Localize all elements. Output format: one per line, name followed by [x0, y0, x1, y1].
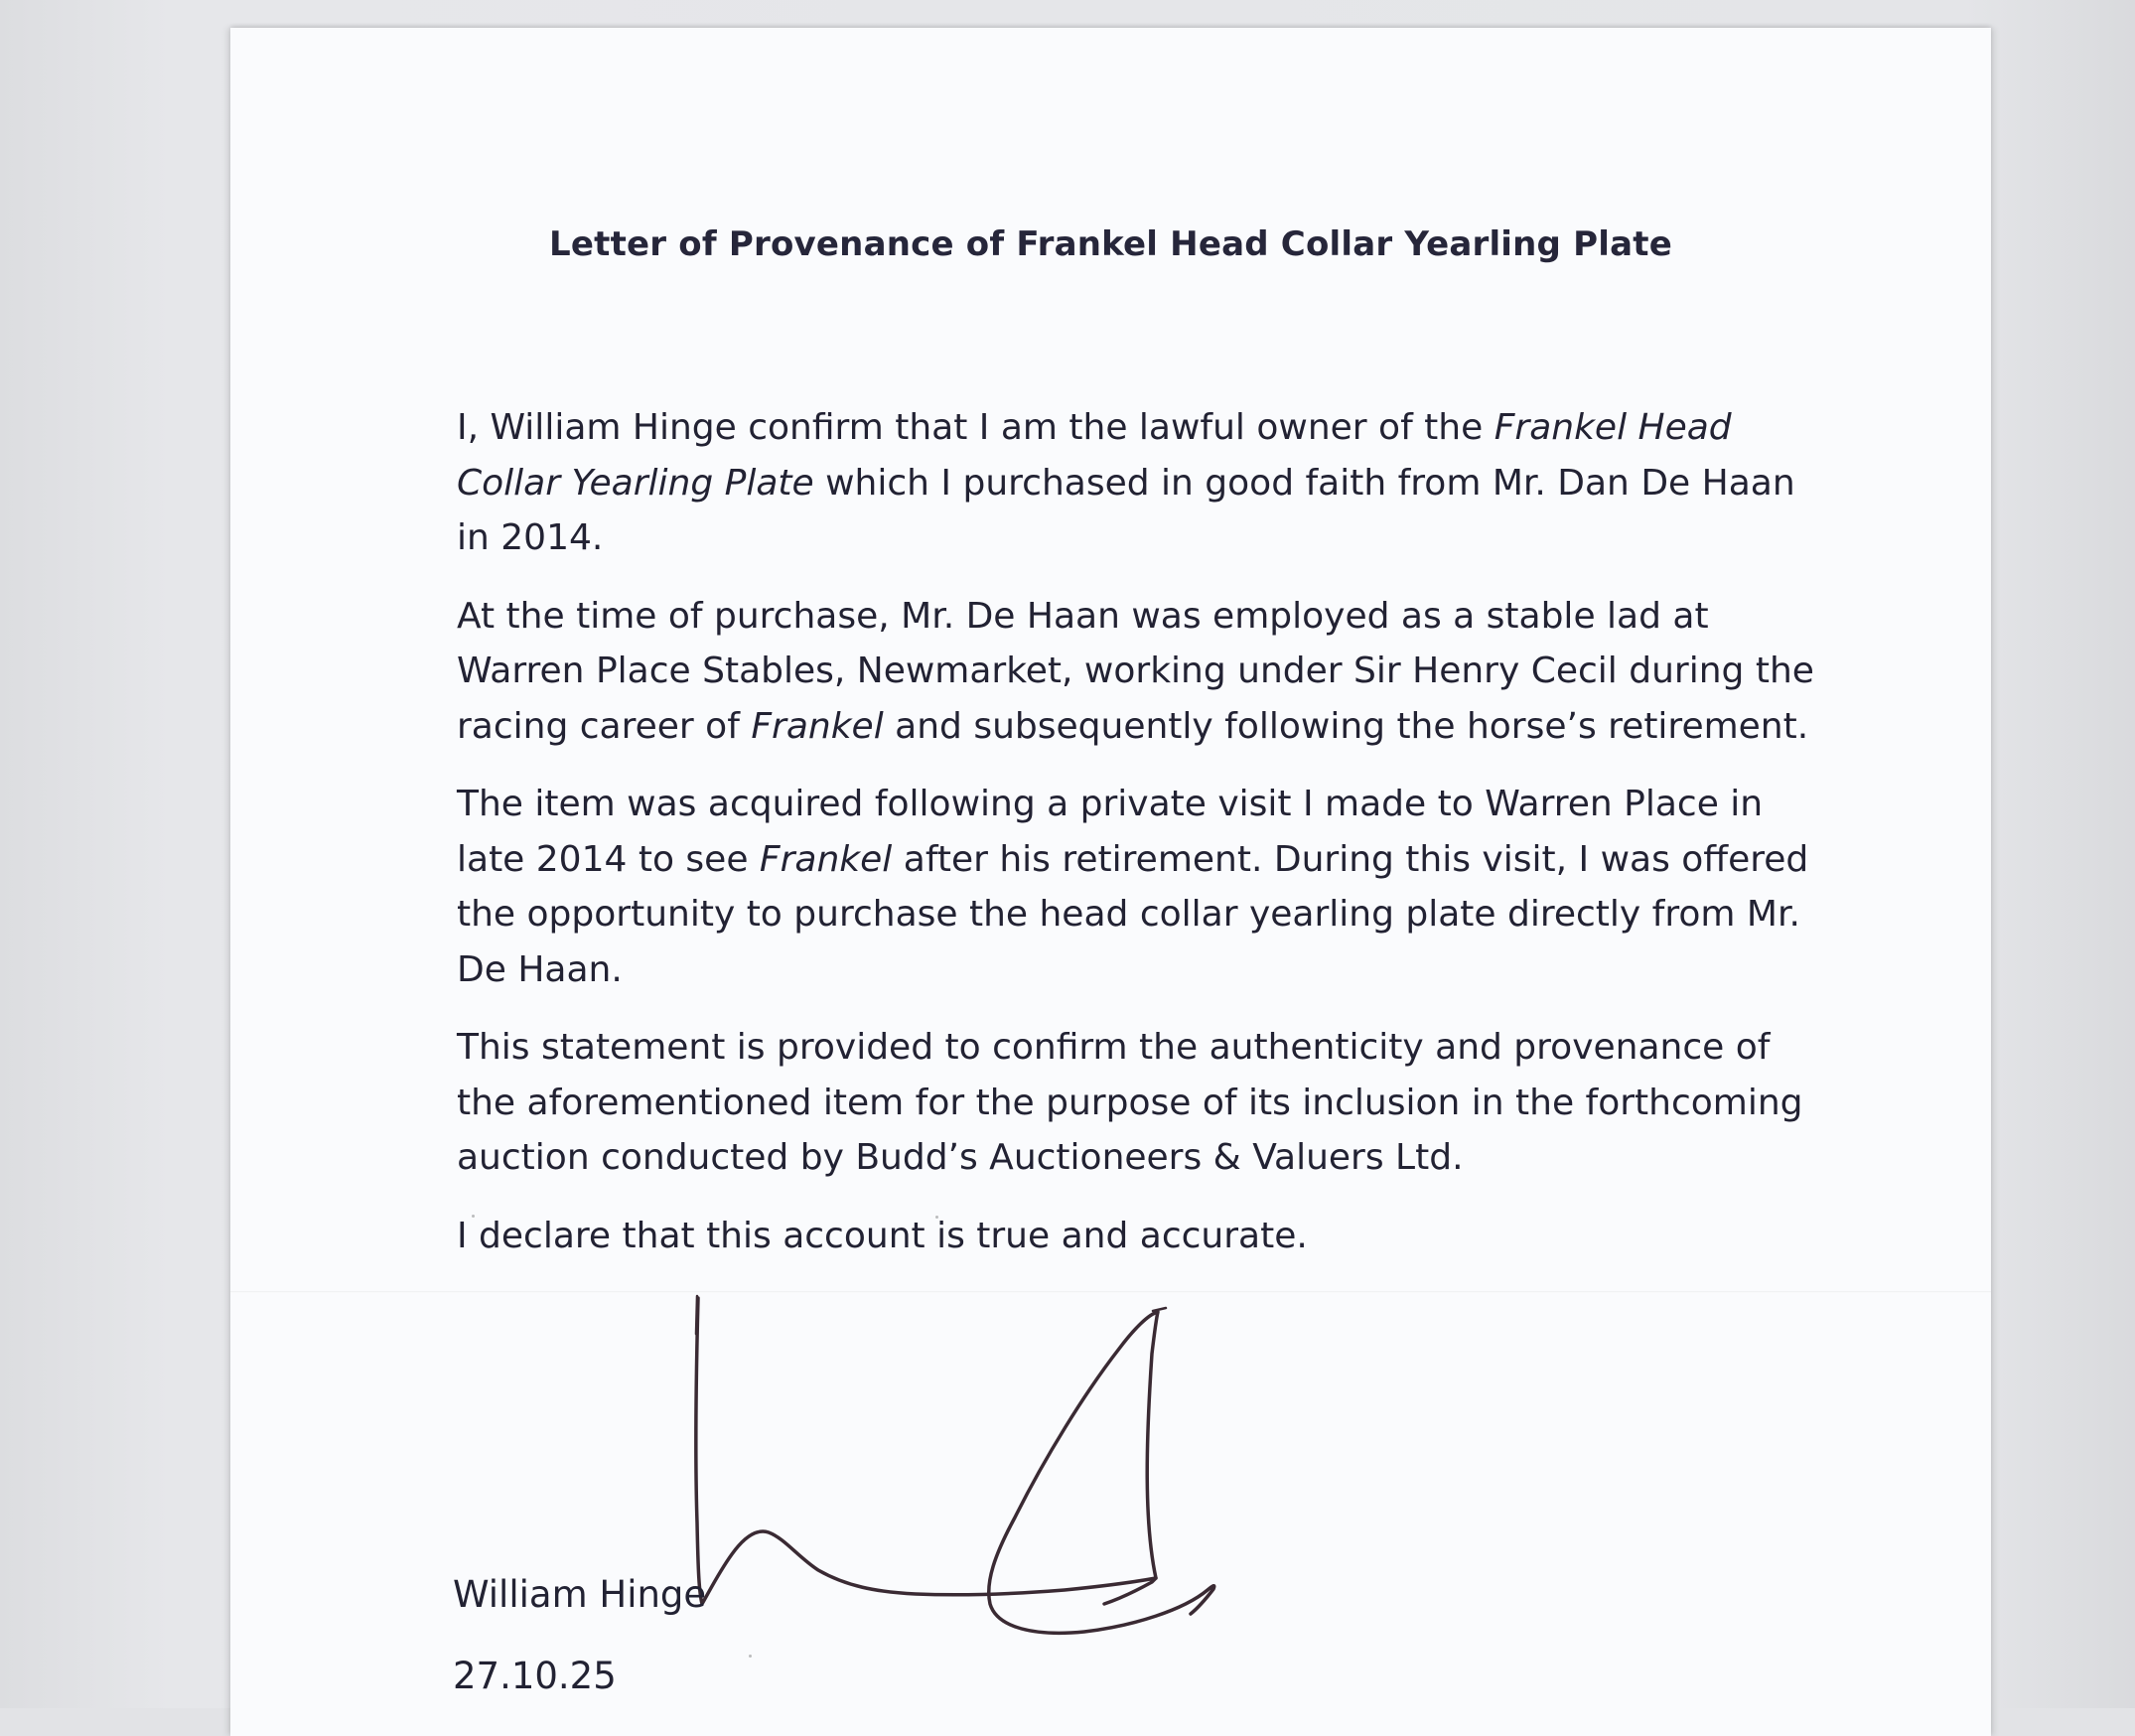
- letter-page: [230, 28, 1991, 1736]
- signatory-name: William Hinge: [453, 1573, 707, 1616]
- paragraph-seller-background: At the time of purchase, Mr. De Haan was employed as a stable lad at Warren Place Stables, Newmarket, working under Sir Henry Cecil during the racing career of Frankel and subsequently following the horse’s retirement.: [457, 595, 1814, 747]
- paragraph-purpose: This statement is provided to confirm the authenticity and provenance of the aforementioned item for the purpose of its inclusion in the forthcoming auction conducted by Budd’s Auctioneers & Valuers Ltd.: [457, 1027, 1803, 1178]
- letter-title: Letter of Provenance of Frankel Head Collar Yearling Plate: [549, 224, 1672, 264]
- paper-speck: [935, 1216, 938, 1219]
- paper-speck: [749, 1655, 752, 1658]
- letter-body: [457, 400, 1817, 1286]
- paper-speck: [472, 1215, 475, 1218]
- paragraph-declaration: I declare that this account is true and accurate.: [457, 1215, 1308, 1256]
- paper-fold-crease: [230, 1291, 1991, 1293]
- paragraph-acquisition: The item was acquired following a private visit I made to Warren Place in late 2014 to see Frankel after his retirement. During this visit, I was offered the opportunity to purchase the head collar yearling plate directly from Mr. De Haan.: [457, 784, 1809, 990]
- signature-date: 27.10.25: [453, 1655, 617, 1697]
- paragraph-ownership: I, William Hinge confirm that I am the lawful owner of the Frankel Head Collar Yearling Plate which I purchased in good faith from Mr. Dan De Haan in 2014.: [457, 407, 1795, 558]
